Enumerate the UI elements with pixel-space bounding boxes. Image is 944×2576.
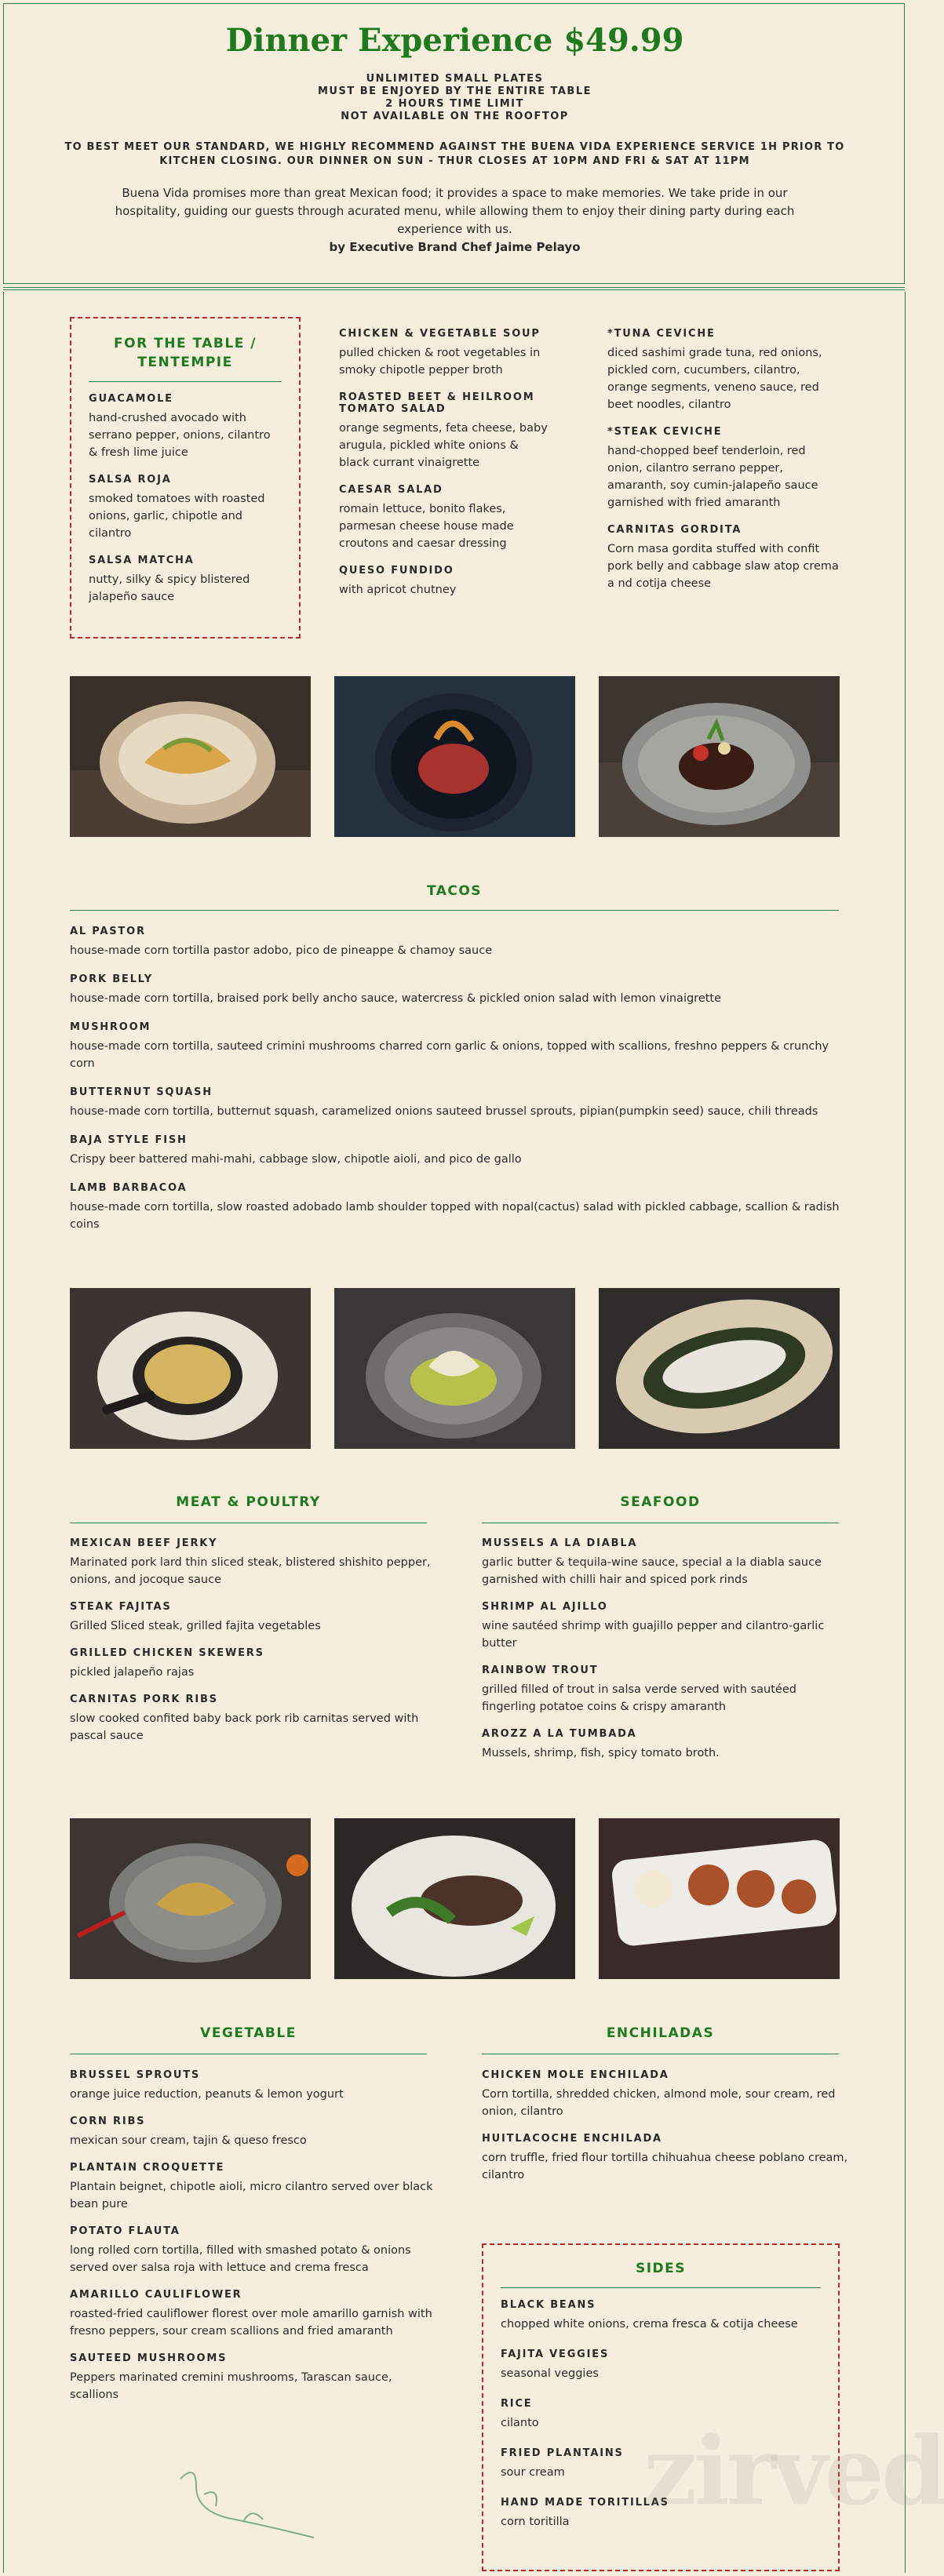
menu-item-name: STEAK FAJITAS [70, 1601, 172, 1613]
menu-item-name: POTATO FLAUTA [70, 2225, 180, 2237]
header-divider [3, 287, 905, 290]
watermark: zirved [643, 2416, 944, 2527]
menu-item-description: smoked tomatoes with roasted onions, garlic, chipotle and cilantro [89, 493, 265, 540]
menu-item-description: Corn tortilla, shredded chicken, almond mole, sour cream, red onion, cilantro [482, 2088, 836, 2118]
menu-item-name: CARNITAS PORK RIBS [70, 1694, 218, 1705]
vegetable-title: VEGETABLE [200, 2025, 297, 2041]
sides-title: SIDES [635, 2261, 687, 2276]
menu-item-description: diced sashimi grade tuna, red onions, pickled corn, cucumbers, cilantro, orange segments, veneno sauce, red beet noodles, cilantro [607, 347, 822, 411]
tacos-rule [70, 910, 839, 911]
menu-item-description: Crispy beer battered mahi-mahi, cabbage slow, chipotle aioli, and pico de gallo [70, 1153, 522, 1166]
decorative-flourish-icon [173, 2463, 322, 2541]
menu-item-description: corn truffle, fried flour tortilla chihuahua cheese poblano cream, cilantro [482, 2152, 848, 2181]
menu-item-description: Plantain beignet, chipotle aioli, micro cilantro served over black bean pure [70, 2181, 433, 2210]
menu-item-description: pickled jalapeño rajas [70, 1666, 195, 1679]
menu-item-description: Mussels, shrimp, fish, spicy tomato broth. [482, 1747, 720, 1759]
box-rule [501, 2287, 821, 2288]
menu-item-description: Corn masa gordita stuffed with confit pork belly and cabbage slaw atop crema a nd cotija cheese [607, 543, 839, 590]
intro-text: Buena Vida promises more than great Mexican food; it provides a space to make memories. We take pride in our hospitality, guiding our guests through acurated menu, while allowing them to enjoy their dining party during each experience with us. [115, 186, 795, 236]
meat-title: MEAT & POULTRY [176, 1494, 321, 1510]
menu-item-name: RICE [501, 2398, 533, 2410]
service-notice: TO BEST MEET OUR STANDARD, WE HIGHLY RECOMMEND AGAINST THE BUENA VIDA EXPERIENCE SERVICE 1H PRIOR TO KITCHEN CLOSING. OUR DINNER ON SUN - THUR CLOSES AT 10PM AND FRI & SAT AT 11PM [64, 141, 845, 167]
food-photo [70, 676, 311, 837]
rule-line: UNLIMITED SMALL PLATES [366, 73, 544, 85]
menu-item-name: CHICKEN MOLE ENCHILADA [482, 2069, 669, 2081]
menu-item-name: BUTTERNUT SQUASH [70, 1086, 213, 1098]
menu-item-description: cilanto [501, 2417, 539, 2429]
starters-right-column [607, 328, 843, 605]
menu-item-name: CHICKEN & VEGETABLE SOUP [339, 328, 541, 340]
menu-item-description: Grilled Sliced steak, grilled fajita vegetables [70, 1620, 321, 1632]
menu-item-description: slow cooked confited baby back pork rib carnitas served with pascal sauce [70, 1712, 419, 1742]
food-photo [70, 1818, 311, 1979]
rule-line: MUST BE ENJOYED BY THE ENTIRE TABLE [317, 86, 592, 97]
rule-line: 2 HOURS TIME LIMIT [385, 98, 524, 110]
page-title: Dinner Experience $49.99 [225, 22, 684, 59]
food-photo [599, 1288, 840, 1449]
menu-item-name: LAMB BARBACOA [70, 1182, 188, 1194]
menu-item-name: GRILLED CHICKEN SKEWERS [70, 1647, 264, 1659]
food-photo [334, 1288, 575, 1449]
menu-item-description: grilled filled of trout in salsa verde served with sautéed fingerling potatoe coins & crispy amaranth [482, 1683, 796, 1713]
box-rule [89, 381, 282, 382]
menu-item-name: HUITLACOCHE ENCHILADA [482, 2133, 662, 2145]
tacos-list [70, 926, 843, 1247]
enchiladas-list [482, 2069, 851, 2196]
starters-middle-column [339, 328, 551, 611]
menu-item-description: Marinated pork lard thin sliced steak, blistered shishito pepper, onions, and jocoque sauce [70, 1556, 431, 1586]
menu-item-name: MUSSELS A LA DIABLA [482, 1537, 638, 1549]
right-border [905, 292, 906, 2573]
food-photo [599, 1818, 840, 1979]
menu-item-name: ROASTED BEET & HEILROOM TOMATO SALAD [339, 391, 535, 415]
menu-item-name: BLACK BEANS [501, 2299, 596, 2311]
menu-item-name: PORK BELLY [70, 973, 153, 985]
menu-item-name: AMARILLO CAULIFLOWER [70, 2289, 242, 2301]
food-photo [599, 676, 840, 837]
vegetable-list [70, 2069, 439, 2416]
menu-item-name: BAJA STYLE FISH [70, 1134, 188, 1146]
menu-item-description: romain lettuce, bonito flakes, parmesan cheese house made croutons and caesar dressing [339, 503, 514, 550]
menu-item-description: corn toritilla [501, 2516, 570, 2528]
menu-item-description: orange segments, feta cheese, baby arugula, pickled white onions & black currant vinaigrette [339, 422, 548, 469]
food-photo [334, 676, 575, 837]
menu-item-description: with apricot chutney [339, 584, 457, 596]
menu-item-name: AL PASTOR [70, 926, 146, 937]
menu-item-name: CORN RIBS [70, 2116, 146, 2127]
chef-credit: by Executive Brand Chef Jaime Pelayo [329, 240, 581, 254]
menu-item-name: GUACAMOLE [89, 393, 173, 405]
menu-item-name: *TUNA CEVICHE [607, 328, 716, 340]
menu-item-name: SALSA MATCHA [89, 555, 195, 566]
menu-item-description: house-made corn tortilla, sauteed crimini mushrooms charred corn garlic & onions, topped with scallions, freshno peppers & crunchy corn [70, 1040, 829, 1070]
menu-item-name: SHRIMP AL AJILLO [482, 1601, 608, 1613]
menu-item-name: HAND MADE TORITILLAS [501, 2497, 669, 2509]
menu-item-description: mexican sour cream, tajin & queso fresco [70, 2134, 307, 2147]
menu-item-name: RAINBOW TROUT [482, 1665, 599, 1676]
menu-item-description: house-made corn tortilla, slow roasted adobado lamb shoulder topped with nopal(cactus) salad with pickled cabbage, scallion & radish coins [70, 1201, 840, 1231]
menu-item-description: Peppers marinated cremini mushrooms, Tarascan sauce, scallions [70, 2371, 392, 2401]
for-the-table-box [70, 317, 301, 639]
menu-item-name: QUESO FUNDIDO [339, 565, 454, 577]
rule-line: NOT AVAILABLE ON THE ROOFTOP [341, 111, 569, 122]
menu-item-name: SALSA ROJA [89, 474, 172, 486]
seafood-title: SEAFOOD [620, 1494, 701, 1510]
menu-item-name: MUSHROOM [70, 1021, 151, 1033]
menu-item-name: PLANTAIN CROQUETTE [70, 2162, 225, 2174]
menu-item-name: CAESAR SALAD [339, 484, 443, 496]
menu-item-name: *STEAK CEVICHE [607, 426, 723, 438]
menu-item-name: SAUTEED MUSHROOMS [70, 2352, 228, 2364]
menu-item-name: MEXICAN BEEF JERKY [70, 1537, 218, 1549]
menu-item-description: house-made corn tortilla, braised pork belly ancho sauce, watercress & pickled onion salad with lemon vinaigrette [70, 992, 722, 1005]
menu-item-name: BRUSSEL SPROUTS [70, 2069, 201, 2081]
menu-item-name: CARNITAS GORDITA [607, 524, 742, 536]
menu-item-description: house-made corn tortilla, butternut squash, caramelized onions sauteed brussel sprouts, pipian(pumpkin seed) sauce, chili threads [70, 1105, 818, 1118]
menu-item-description: roasted-fried cauliflower florest over mole amarillo garnish with fresno peppers, sour cream scallions and fried amaranth [70, 2308, 432, 2338]
menu-item-description: wine sautéed shrimp with guajillo pepper and cilantro-garlic butter [482, 1620, 825, 1650]
left-border [3, 292, 4, 2573]
menu-item-description: hand-crushed avocado with serrano pepper, onions, cilantro & fresh lime juice [89, 412, 271, 459]
menu-item-description: pulled chicken & root vegetables in smoky chipotle pepper broth [339, 347, 541, 377]
menu-item-description: nutty, silky & spicy blistered jalapeño sauce [89, 573, 250, 603]
menu-header [0, 0, 909, 254]
menu-item-name: AROZZ A LA TUMBADA [482, 1728, 637, 1740]
menu-item-description: sour cream [501, 2466, 565, 2479]
menu-item-description: orange juice reduction, peanuts & lemon yogurt [70, 2088, 344, 2101]
seafood-list [482, 1537, 851, 1774]
for-the-table-title: FOR THE TABLE / TENTEMPIE [114, 336, 257, 370]
menu-item-description: long rolled corn tortilla, filled with smashed potato & onions served over salsa roja with lettuce and crema fresca [70, 2244, 411, 2274]
menu-item-description: house-made corn tortilla pastor adobo, pico de pineappe & chamoy sauce [70, 944, 493, 957]
meat-list [70, 1537, 439, 1757]
food-photo [70, 1288, 311, 1449]
menu-item-description: chopped white onions, crema fresca & cotija cheese [501, 2318, 798, 2330]
menu-item-description: garlic butter & tequila-wine sauce, special a la diabla sauce garnished with chilli hair and spiced pork rinds [482, 1556, 822, 1586]
menu-item-name: FRIED PLANTAINS [501, 2447, 624, 2459]
menu-item-name: FAJITA VEGGIES [501, 2349, 610, 2360]
menu-item-description: seasonal veggies [501, 2367, 599, 2380]
rules-block [0, 73, 909, 123]
menu-item-description: hand-chopped beef tenderloin, red onion, cilantro serrano pepper, amaranth, soy cumin-jalapeño sauce garnished with fried amaranth [607, 445, 818, 509]
enchiladas-title: ENCHILADAS [606, 2025, 715, 2041]
food-photo [334, 1818, 575, 1979]
tacos-title: TACOS [426, 883, 483, 899]
